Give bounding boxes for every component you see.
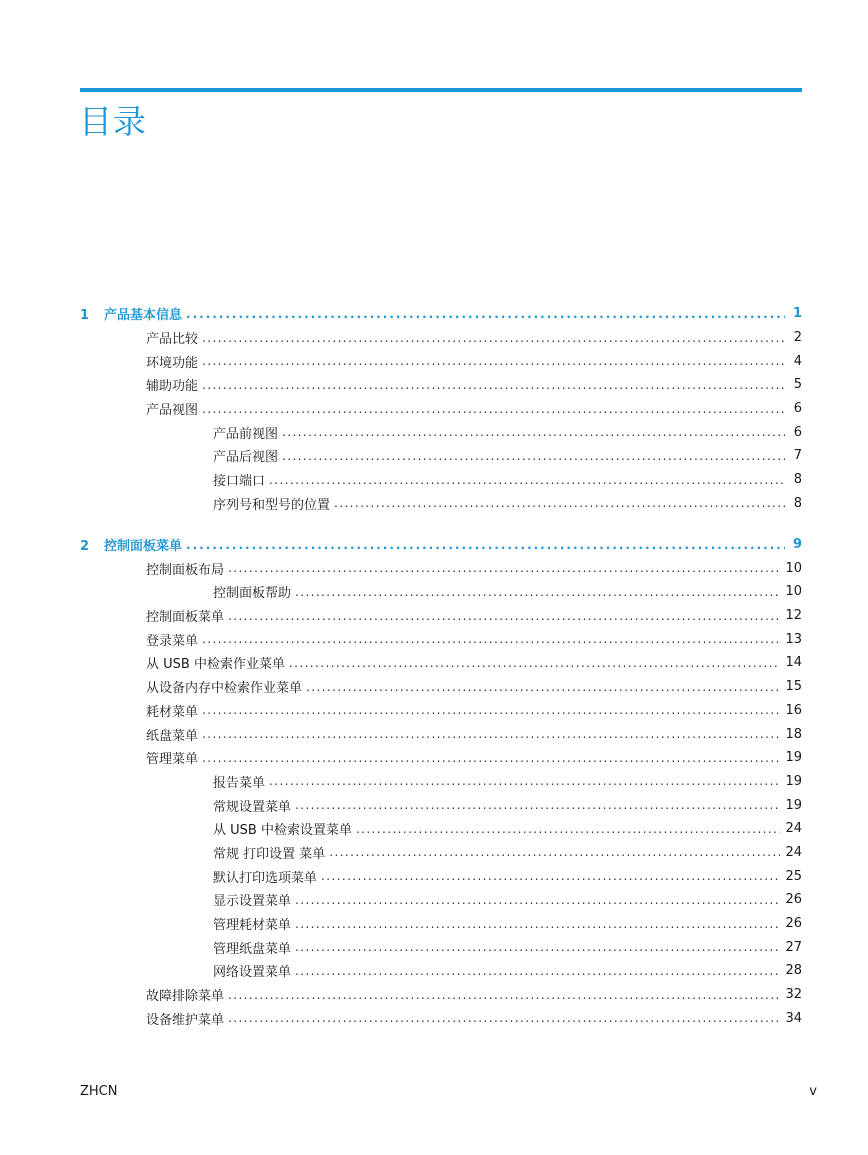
chapter-title: 控制面板菜单 xyxy=(104,539,183,555)
page-number: 34 xyxy=(785,1010,802,1026)
toc-subentry[interactable] xyxy=(80,841,802,865)
toc-chapter-1[interactable] xyxy=(80,302,802,326)
page-number: 26 xyxy=(785,916,802,932)
toc-entry[interactable] xyxy=(80,326,802,350)
header-rule xyxy=(80,88,802,92)
dot-leader xyxy=(186,538,785,552)
toc-subentry[interactable] xyxy=(80,492,802,516)
dot-leader xyxy=(202,727,780,741)
entry-label: 设备维护菜单 xyxy=(146,1009,228,1028)
dot-leader xyxy=(295,585,780,599)
dot-leader xyxy=(269,473,785,487)
dot-leader xyxy=(295,893,780,907)
dot-leader xyxy=(329,845,780,859)
toc-entry[interactable] xyxy=(80,722,802,746)
section-gap xyxy=(80,515,802,533)
dot-leader xyxy=(202,331,785,345)
page-number: 6 xyxy=(793,401,802,417)
entry-label: 纸盘菜单 xyxy=(146,725,202,744)
toc-subentry[interactable] xyxy=(80,912,802,936)
page-number: 13 xyxy=(785,631,802,647)
toc-subentry[interactable] xyxy=(80,817,802,841)
entry-label: 接口端口 xyxy=(213,470,269,489)
page-number: 12 xyxy=(785,608,802,624)
dot-leader xyxy=(295,798,780,812)
entry-label: 管理菜单 xyxy=(146,748,202,767)
page-number: 1 xyxy=(792,306,802,322)
dot-leader xyxy=(202,402,785,416)
page-number: 8 xyxy=(793,472,802,488)
page-number: 8 xyxy=(793,495,802,511)
toc-entry[interactable] xyxy=(80,373,802,397)
page-number: 15 xyxy=(785,679,802,695)
entry-label: 管理纸盘菜单 xyxy=(213,938,295,957)
page-number: 19 xyxy=(785,773,802,789)
page-number: 25 xyxy=(785,868,802,884)
entry-label: 产品前视图 xyxy=(213,423,282,442)
entry-label: 产品后视图 xyxy=(213,446,282,465)
dot-leader xyxy=(306,680,780,694)
toc-subentry[interactable] xyxy=(80,580,802,604)
entry-label: 产品视图 xyxy=(146,399,202,418)
chapter-title: 产品基本信息 xyxy=(104,308,183,324)
toc-entry[interactable] xyxy=(80,627,802,651)
toc-entry[interactable] xyxy=(80,1006,802,1030)
page-number: 16 xyxy=(785,702,802,718)
entry-label: 控制面板布局 xyxy=(146,559,228,578)
toc-subentry[interactable] xyxy=(80,793,802,817)
dot-leader xyxy=(228,988,780,1002)
page-title: 目录 xyxy=(79,102,147,141)
toc-subentry[interactable] xyxy=(80,444,802,468)
toc-entry[interactable] xyxy=(80,675,802,699)
toc-entry[interactable] xyxy=(80,746,802,770)
page-number: 32 xyxy=(785,987,802,1003)
page-number: 5 xyxy=(793,377,802,393)
toc-entry[interactable] xyxy=(80,699,802,723)
toc-subentry[interactable] xyxy=(80,420,802,444)
dot-leader xyxy=(356,822,781,836)
entry-label: 网络设置菜单 xyxy=(213,961,295,980)
page-number: 7 xyxy=(793,448,802,464)
page-number: 24 xyxy=(785,844,802,860)
page-number: 19 xyxy=(785,797,802,813)
dot-leader xyxy=(228,1011,780,1025)
toc-entry[interactable] xyxy=(80,604,802,628)
entry-label: 默认打印选项菜单 xyxy=(213,867,321,886)
entry-label: 辅助功能 xyxy=(146,375,202,394)
page-number: 10 xyxy=(785,560,802,576)
toc-subentry[interactable] xyxy=(80,864,802,888)
entry-label: 显示设置菜单 xyxy=(213,890,295,909)
dot-leader xyxy=(202,703,780,717)
toc-entry[interactable] xyxy=(80,983,802,1007)
page-number: 24 xyxy=(785,821,802,837)
entry-label: 报告菜单 xyxy=(213,772,269,791)
page-number: 4 xyxy=(793,353,802,369)
dot-leader xyxy=(321,869,780,883)
dot-leader xyxy=(202,751,780,765)
dot-leader xyxy=(228,609,780,623)
toc-subentry[interactable] xyxy=(80,959,802,983)
entry-label: 登录菜单 xyxy=(146,630,202,649)
toc-entry[interactable] xyxy=(80,397,802,421)
toc-entry[interactable] xyxy=(80,651,802,675)
dot-leader xyxy=(202,632,780,646)
dot-leader xyxy=(295,940,780,954)
dot-leader xyxy=(186,307,785,321)
page-number: 9 xyxy=(792,537,802,553)
page-number: 2 xyxy=(793,330,802,346)
entry-label: 故障排除菜单 xyxy=(146,985,228,1004)
toc-subentry[interactable] xyxy=(80,770,802,794)
dot-leader xyxy=(295,964,780,978)
dot-leader xyxy=(334,496,785,510)
page-number: 14 xyxy=(785,655,802,671)
dot-leader xyxy=(282,449,785,463)
chapter-number: 1 xyxy=(80,308,90,324)
toc-subentry[interactable] xyxy=(80,468,802,492)
entry-label: 耗材菜单 xyxy=(146,701,202,720)
toc-entry[interactable] xyxy=(80,556,802,580)
page-number: 27 xyxy=(785,939,802,955)
footer-locale: ZHCN xyxy=(80,1084,118,1099)
entry-label: 环境功能 xyxy=(146,352,202,371)
entry-label: 管理耗材菜单 xyxy=(213,914,295,933)
entry-label: 从设备内存中检索作业菜单 xyxy=(146,677,306,696)
page-number: 26 xyxy=(785,892,802,908)
toc-entry[interactable] xyxy=(80,349,802,373)
entry-label: 从 USB 中检索作业菜单 xyxy=(146,653,289,672)
dot-leader xyxy=(202,378,785,392)
footer-page-number: v xyxy=(809,1084,817,1099)
entry-label: 常规 打印设置 菜单 xyxy=(213,843,329,862)
dot-leader xyxy=(202,354,785,368)
entry-label: 产品比较 xyxy=(146,328,202,347)
toc-chapter-2[interactable] xyxy=(80,533,802,557)
dot-leader xyxy=(295,917,780,931)
entry-label: 序列号和型号的位置 xyxy=(213,494,334,513)
page-number: 18 xyxy=(785,726,802,742)
entry-label: 从 USB 中检索设置菜单 xyxy=(213,819,356,838)
table-of-contents xyxy=(80,302,802,1030)
chapter-number: 2 xyxy=(80,539,90,555)
page-number: 6 xyxy=(793,424,802,440)
dot-leader xyxy=(269,774,780,788)
toc-subentry[interactable] xyxy=(80,888,802,912)
toc-subentry[interactable] xyxy=(80,935,802,959)
entry-label: 常规设置菜单 xyxy=(213,796,295,815)
page-number: 19 xyxy=(785,750,802,766)
dot-leader xyxy=(282,425,785,439)
entry-label: 控制面板帮助 xyxy=(213,582,295,601)
page-number: 10 xyxy=(785,584,802,600)
dot-leader xyxy=(289,656,781,670)
page-number: 28 xyxy=(785,963,802,979)
entry-label: 控制面板菜单 xyxy=(146,606,228,625)
dot-leader xyxy=(228,561,780,575)
